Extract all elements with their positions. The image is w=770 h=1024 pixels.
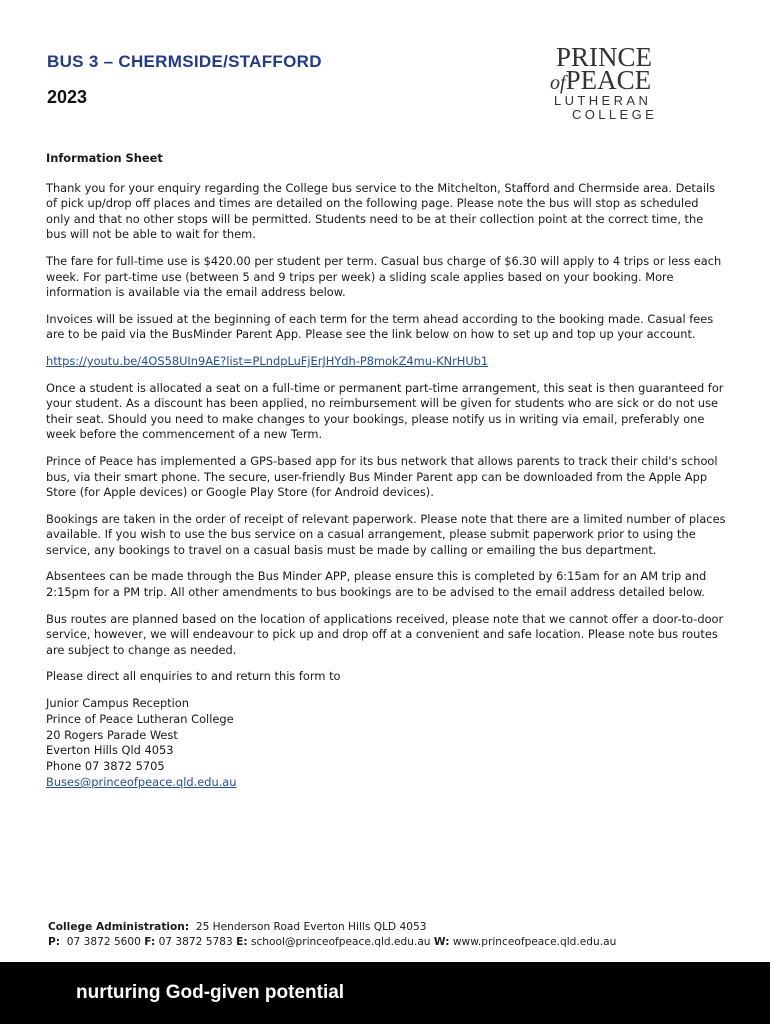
footer-phone-label: P:: [48, 936, 61, 948]
main-content: [46, 151, 726, 791]
tagline: nurturing God-given potential: [76, 982, 345, 1003]
address-line: Junior Campus Reception: [46, 696, 189, 711]
address-line: Everton Hills Qld 4053: [46, 743, 174, 758]
paragraph-enquiries: Please direct all enquiries to and return this form to: [46, 669, 341, 684]
header-year: 2023: [47, 87, 88, 107]
paragraph-absentees: Absentees can be made through the Bus Minder APP, please ensure this is completed by 6:15am for an AM trip and 2:15pm for a PM trip. All other amendments to bus bookings are to be advised to the email address detailed below.: [46, 569, 707, 600]
buses-email-link[interactable]: Buses@princeofpeace.qld.edu.au: [46, 775, 237, 790]
address-phone: Phone 07 3872 5705: [46, 759, 165, 774]
logo-line-prince: PRINCE: [556, 42, 653, 72]
paragraph-invoices: Invoices will be issued at the beginning of each term for the term ahead according to the booking made. Casual fees are to be paid via the BusMinder Parent App. Please see the link below on how to set up and top up your account.: [46, 311, 714, 342]
logo-of: of: [550, 72, 566, 94]
footer-fax: 07 3872 5783: [158, 936, 233, 948]
paragraph-fares: The fare for full-time use is $420.00 per student per term. Casual bus charge of $6.30 will apply to 4 trips or less each week. For part-time use (between 5 and 9 trips per week) a sliding scale applies based on your booking. More information is available via the email address below.: [46, 253, 722, 300]
footer-phone: 07 3872 5600: [66, 936, 141, 948]
address-line: Prince of Peace Lutheran College: [46, 711, 234, 726]
footer-admin-address: 25 Henderson Road Everton Hills QLD 4053: [195, 921, 427, 933]
contact-address: [46, 696, 726, 791]
college-logo: [548, 44, 678, 124]
footer-web-label: W:: [433, 936, 450, 948]
logo-peace: PEACE: [565, 65, 652, 95]
paragraph-routes: Bus routes are planned based on the location of applications received, please note that we cannot offer a door-to-door service, however, we will endeavour to pick up and drop off at a convenient and safe location. Please note bus routes are subject to change as needed.: [46, 611, 724, 657]
video-link[interactable]: https://youtu.be/4OS58UIn9AE?list=PLndpLuFjErJHYdh-P8mokZ4mu-KNrHUb1: [46, 353, 489, 368]
logo-line-college: COLLEGE: [572, 107, 658, 122]
footer-fax-label: F:: [144, 936, 156, 948]
paragraph-enquiry: Thank you for your enquiry regarding the College bus service to the Mitchelton, Stafford and Chermside area. Details of pick up/drop off places and times are detailed on the following page. Please note the bus will stop as scheduled only and that no other stops will be permitted. Students need to be at their collection point at the correct time, the bus will not be able to wait for them.: [46, 180, 716, 242]
paragraph-seat-allocation: Once a student is allocated a seat on a full-time or permanent part-time arrangement, this seat is then guaranteed for your student. As a discount has been applied, no reimbursement will be given for students who are sick or do not use their seat. Should you need to make changes to your bookings, please notify us in writing via email, preferably one week before the commencement of a new Term.: [46, 380, 724, 442]
subheading: Information Sheet: [46, 151, 163, 165]
footer-email: school@princeofpeace.qld.edu.au: [250, 936, 431, 948]
footer-email-label: E:: [236, 936, 248, 948]
address-line: 20 Rogers Parade West: [46, 727, 178, 742]
footer-admin-label: College Administration:: [48, 921, 190, 933]
footer-web: www.princeofpeace.qld.edu.au: [452, 936, 617, 948]
video-link-paragraph: [46, 354, 726, 370]
header-title: BUS 3 – CHERMSIDE/STAFFORD: [47, 52, 322, 71]
footer-contact-line: [48, 935, 748, 950]
paragraph-bookings: Bookings are taken in the order of receipt of relevant paperwork. Please note that there are a limited number of places available. If you wish to use the bus service on a casual arrangement, please submit paperwork prior to using the service, any bookings to travel on a casual basis must be made by calling or emailing the bus department.: [46, 511, 726, 557]
paragraph-gps-app: Prince of Peace has implemented a GPS-based app for its bus network that allows parents to track their child's school bus, via their smart phone. The secure, user-friendly Bus Minder Parent app can be downloaded from the Apple App Store (for Apple devices) or Google Play Store (for Android devices).: [46, 453, 718, 500]
footer-info: [48, 920, 748, 950]
logo-line-lutheran: LUTHERAN: [554, 93, 652, 108]
footer-admin-line: [48, 920, 748, 935]
footer-banner: [0, 962, 770, 1024]
